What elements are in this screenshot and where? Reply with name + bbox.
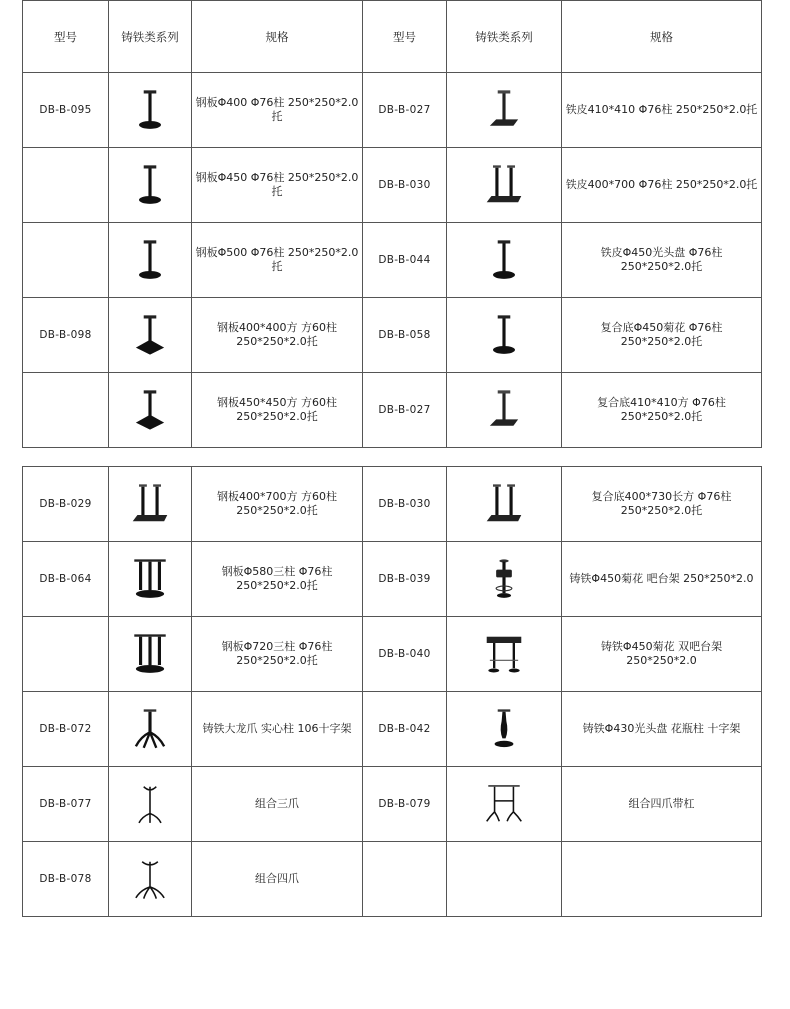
twin-column-base-icon	[482, 476, 526, 532]
four-claw-base-icon	[128, 851, 172, 907]
spec-text	[562, 767, 762, 842]
spec-text-label: 组合三爪	[255, 797, 299, 810]
spec-text	[192, 298, 363, 373]
model-code-label: DB-B-027	[378, 404, 431, 416]
round-base-column-icon	[482, 232, 526, 288]
spec-text-label: 钢板Φ720三柱 Φ76柱 250*250*2.0托	[221, 640, 333, 667]
product-table-1	[22, 0, 762, 448]
product-image	[109, 617, 192, 692]
round-base-column-icon	[128, 82, 172, 138]
spec-text-label: 钢板Φ580三柱 Φ76柱 250*250*2.0托	[221, 565, 333, 592]
model-code-label: DB-B-095	[39, 104, 92, 116]
spec-text	[562, 692, 762, 767]
spec-text-label: 钢板Φ500 Φ76柱 250*250*2.0托	[195, 246, 359, 273]
twin-column-base-icon	[128, 476, 172, 532]
spec-text	[562, 617, 762, 692]
product-image	[447, 842, 562, 917]
table-header	[23, 1, 762, 73]
product-image	[447, 617, 562, 692]
product-image	[447, 373, 562, 448]
model-code-label: DB-B-030	[378, 498, 431, 510]
spec-text-label: 钢板400*400方 方60柱 250*250*2.0托	[217, 321, 337, 348]
model-code	[363, 223, 447, 298]
model-code-label: DB-B-078	[39, 873, 92, 885]
product-image	[447, 73, 562, 148]
spec-text-label: 钢板400*700方 方60柱 250*250*2.0托	[217, 490, 337, 517]
table-row	[23, 617, 762, 692]
bar-stand-icon	[482, 551, 526, 607]
model-code	[363, 148, 447, 223]
header-model: 型号	[23, 1, 109, 73]
spec-text	[192, 223, 363, 298]
table-row	[23, 467, 762, 542]
product-image	[447, 692, 562, 767]
round-base-column-icon	[128, 157, 172, 213]
model-code	[23, 373, 109, 448]
four-claw-bar-base-icon	[482, 776, 526, 832]
spec-text-label: 钢板450*450方 方60柱 250*250*2.0托	[217, 396, 337, 423]
product-image	[447, 767, 562, 842]
twin-column-base-icon	[482, 157, 526, 213]
header-series: 铸铁类系列	[447, 1, 562, 73]
spec-text	[562, 373, 762, 448]
model-code	[363, 298, 447, 373]
product-image	[447, 148, 562, 223]
triple-column-base-icon	[128, 626, 172, 682]
spec-text	[192, 148, 363, 223]
triple-column-base-icon	[128, 551, 172, 607]
model-code-label: DB-B-058	[378, 329, 431, 341]
square-base-column-icon	[128, 307, 172, 363]
model-code	[363, 842, 447, 917]
spec-text-label: 钢板Φ450 Φ76柱 250*250*2.0托	[195, 171, 359, 198]
spec-text	[562, 467, 762, 542]
table-row	[23, 223, 762, 298]
product-image	[109, 842, 192, 917]
table-row	[23, 73, 762, 148]
header-spec: 规格	[192, 1, 363, 73]
double-bar-stand-icon	[482, 626, 526, 682]
model-code	[23, 542, 109, 617]
dragon-claw-base-icon	[128, 701, 172, 757]
spec-text	[192, 617, 363, 692]
model-code	[23, 692, 109, 767]
product-image	[109, 73, 192, 148]
spec-text	[562, 73, 762, 148]
model-code	[363, 617, 447, 692]
model-code	[23, 298, 109, 373]
model-code-label: DB-B-079	[378, 798, 431, 810]
model-code-label: DB-B-030	[378, 179, 431, 191]
spec-text-label: 铸铁Φ450菊花 双吧台架 250*250*2.0	[600, 640, 723, 667]
spec-text-label: 铁皮Φ450光头盘 Φ76柱 250*250*2.0托	[600, 246, 723, 273]
spec-text	[192, 692, 363, 767]
model-code	[363, 542, 447, 617]
three-claw-base-icon	[128, 776, 172, 832]
product-image	[109, 542, 192, 617]
spec-text-label: 铁皮400*700 Φ76柱 250*250*2.0托	[565, 178, 758, 191]
model-code-label: DB-B-064	[39, 573, 92, 585]
product-image	[109, 148, 192, 223]
spec-text-label: 铸铁Φ430光头盘 花瓶柱 十字架	[582, 722, 741, 735]
model-code	[363, 373, 447, 448]
model-code-label: DB-B-039	[378, 573, 431, 585]
model-code-label: DB-B-077	[39, 798, 92, 810]
model-code	[363, 767, 447, 842]
vase-column-base-icon	[482, 701, 526, 757]
square-base-column-icon	[128, 382, 172, 438]
spec-text-label: 钢板Φ400 Φ76柱 250*250*2.0托	[195, 96, 359, 123]
product-table-2	[22, 466, 762, 917]
model-code-label: DB-B-027	[378, 104, 431, 116]
spec-text-label: 铁皮410*410 Φ76柱 250*250*2.0托	[565, 103, 758, 116]
model-code	[23, 467, 109, 542]
model-code-label: DB-B-044	[378, 254, 431, 266]
round-base-column-icon	[482, 307, 526, 363]
spec-text	[192, 373, 363, 448]
product-image	[109, 373, 192, 448]
model-code	[363, 467, 447, 542]
header-series: 铸铁类系列	[109, 1, 192, 73]
square-plate-base-icon	[482, 82, 526, 138]
model-code-label: DB-B-098	[39, 329, 92, 341]
table-row	[23, 373, 762, 448]
header-spec: 规格	[562, 1, 762, 73]
spec-text-label: 铸铁Φ450菊花 吧台架 250*250*2.0	[569, 572, 754, 585]
table-row	[23, 767, 762, 842]
model-code-label: DB-B-072	[39, 723, 92, 735]
model-code	[23, 223, 109, 298]
table-row	[23, 692, 762, 767]
spec-text	[562, 542, 762, 617]
product-image	[447, 223, 562, 298]
spec-text-label: 组合四爪	[255, 872, 299, 885]
model-code	[23, 767, 109, 842]
model-code-label: DB-B-029	[39, 498, 92, 510]
model-code	[23, 73, 109, 148]
spec-text-label: 复合底410*410方 Φ76柱 250*250*2.0托	[597, 396, 726, 423]
spec-text	[562, 298, 762, 373]
model-code-label: DB-B-040	[378, 648, 431, 660]
spec-text	[192, 842, 363, 917]
table-row	[23, 148, 762, 223]
product-image	[109, 298, 192, 373]
round-base-column-icon	[128, 232, 172, 288]
table-row	[23, 542, 762, 617]
spec-text-label: 复合底Φ450菊花 Φ76柱 250*250*2.0托	[600, 321, 723, 348]
table-row	[23, 842, 762, 917]
header-model: 型号	[363, 1, 447, 73]
product-image	[447, 467, 562, 542]
product-image	[447, 542, 562, 617]
spec-text	[562, 223, 762, 298]
model-code-label: DB-B-042	[378, 723, 431, 735]
spec-text	[192, 767, 363, 842]
spec-text	[192, 467, 363, 542]
model-code	[23, 148, 109, 223]
product-image	[109, 223, 192, 298]
model-code	[23, 842, 109, 917]
model-code	[363, 73, 447, 148]
product-image	[447, 298, 562, 373]
model-code	[23, 617, 109, 692]
spec-text-label: 组合四爪带杠	[628, 797, 695, 810]
spec-text	[562, 148, 762, 223]
spec-text	[192, 73, 363, 148]
product-image	[109, 692, 192, 767]
table-row	[23, 298, 762, 373]
spec-text-label: 铸铁大龙爪 实心柱 106十字架	[202, 722, 352, 735]
square-plate-base-icon	[482, 382, 526, 438]
model-code	[363, 692, 447, 767]
spec-text	[562, 842, 762, 917]
spec-text	[192, 542, 363, 617]
spec-text-label: 复合底400*730长方 Φ76柱 250*250*2.0托	[591, 490, 732, 517]
product-image	[109, 467, 192, 542]
product-image	[109, 767, 192, 842]
